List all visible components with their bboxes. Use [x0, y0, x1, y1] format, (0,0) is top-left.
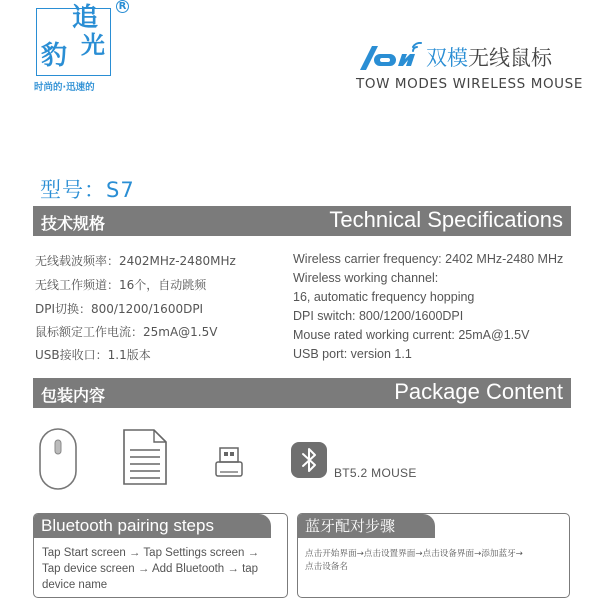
spec-cn-line: 无线载波频率：2402MHz-2480MHz: [35, 254, 236, 268]
model-number: 型号：S7: [40, 178, 135, 202]
wireless-signal-icon: [358, 42, 426, 72]
usb-receiver-icon: [214, 446, 244, 478]
spec-cn-line: 鼠标额定工作电流：25mA@1.5V: [35, 325, 218, 339]
mouse-icon: [36, 426, 80, 492]
spec-cn-line: 无线工作频道：16个，自动跳频: [35, 278, 207, 292]
pairing-cn-line: 点击开始界面→点击设置界面→点击设备界面→添加蓝牙→: [305, 549, 523, 559]
package-title-cn: 包装内容: [41, 386, 106, 405]
pairing-en-line: Tap Start screen → Tap Settings screen →: [42, 547, 260, 559]
title-cn-dual-mode: 双模: [426, 46, 468, 70]
product-subtitle: TOW MODES WIRELESS MOUSE: [356, 76, 583, 92]
spec-cn-line: USB接收口：1.1版本: [35, 348, 151, 362]
pairing-cn-line: 点击设备名: [305, 562, 348, 572]
logo-char-2: 光: [81, 30, 105, 59]
pairing-en-line: device name: [42, 579, 108, 591]
logo-slogan: 时尚的·迅速的: [34, 82, 95, 93]
logo-char-1: 追: [72, 3, 99, 33]
spec-en-line: Wireless carrier frequency: 2402 MHz-2480 MHz: [293, 252, 564, 266]
product-title: [358, 42, 552, 72]
package-title-en: Package Content: [394, 379, 563, 404]
spec-en-line: DPI switch: 800/1200/1600DPI: [293, 309, 464, 323]
pairing-en-line: Tap device screen → Add Bluetooth → tap: [42, 563, 259, 575]
package-section-bar: [33, 378, 571, 408]
manual-icon: [122, 428, 168, 486]
spec-en-line: Wireless working channel:: [293, 271, 439, 285]
spec-en-line: Mouse rated working current: 25mA@1.5V: [293, 328, 530, 342]
spec-cn-line: DPI切换：800/1200/1600DPI: [35, 302, 204, 316]
bt-mouse-label: BT5.2 MOUSE: [334, 466, 417, 480]
spec-en-line: 16, automatic frequency hopping: [293, 290, 475, 304]
spec-title-cn: 技术规格: [41, 214, 106, 233]
logo-char-3: 豹: [41, 41, 68, 71]
spec-section-bar: [33, 206, 571, 236]
pairing-cn-box: [297, 513, 570, 598]
brand-logo: [36, 3, 111, 76]
bluetooth-icon: [291, 442, 327, 478]
spec-title-en: Technical Specifications: [329, 207, 563, 232]
pairing-en-box: [33, 513, 288, 598]
registered-mark: R: [116, 0, 129, 13]
pairing-en-title: Bluetooth pairing steps: [34, 514, 271, 538]
title-cn-wireless-mouse: 无线鼠标: [468, 46, 552, 70]
spec-en-line: USB port: version 1.1: [293, 347, 412, 361]
pairing-cn-title: 蓝牙配对步骤: [298, 514, 435, 538]
